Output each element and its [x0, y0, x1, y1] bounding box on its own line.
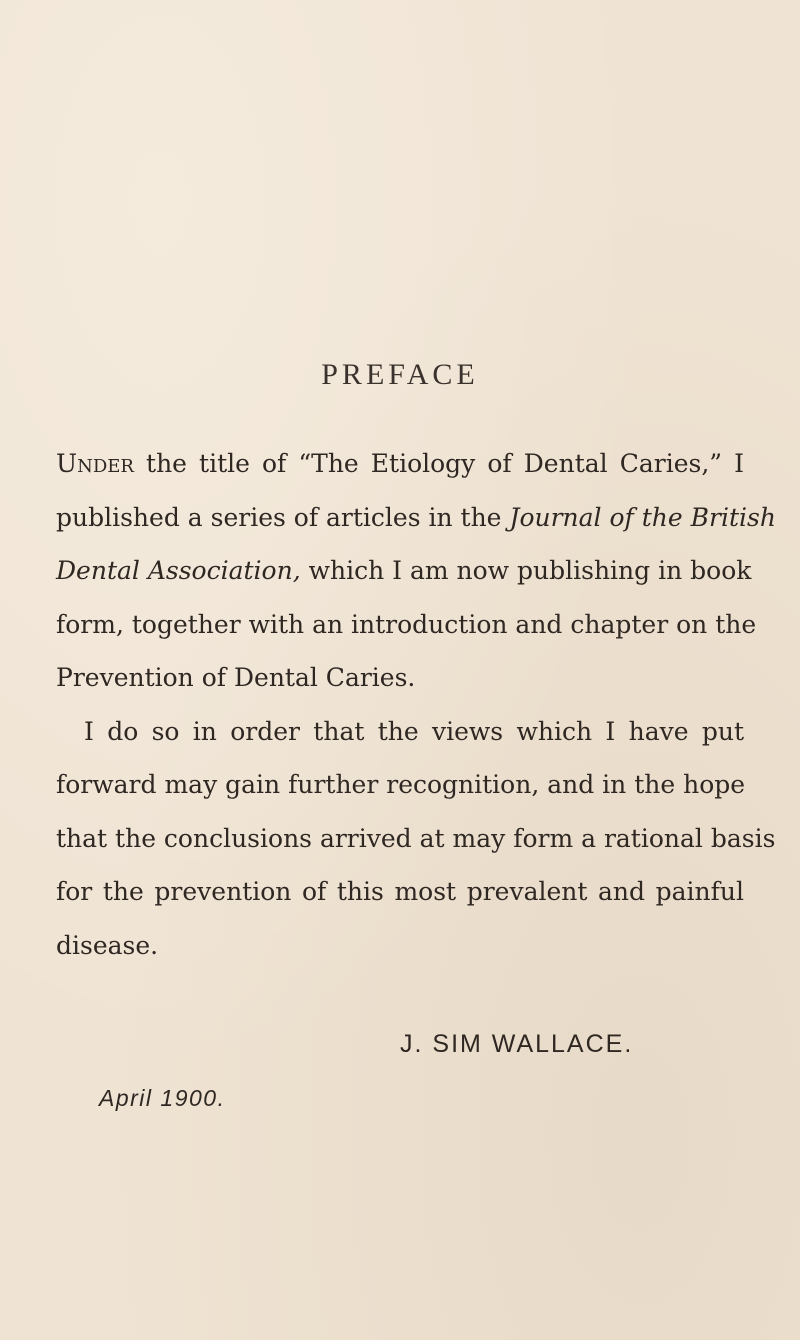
journal-title-part-2: Dental Association,	[56, 556, 301, 585]
paragraph-1-line-1	[56, 437, 744, 491]
drop-word: Under	[56, 449, 134, 478]
paragraph-1	[56, 437, 776, 705]
paragraph-2-line-3: that the conclusions arrived at may form a rational basis	[56, 823, 776, 853]
paragraph-2-line-1: I do so in order that the views which I have put	[84, 716, 744, 746]
author-signature: J. SIM WALLACE.	[400, 1030, 634, 1058]
paragraph-1-line-3	[56, 544, 752, 598]
paragraph-2-line-2: forward may gain further recognition, and in the hope	[56, 770, 746, 799]
page-title: PREFACE	[321, 358, 479, 391]
paragraph-1-line-5: Prevention of Dental Caries.	[56, 663, 416, 692]
date-line: April 1900.	[99, 1085, 226, 1111]
paragraph-2-line-5: disease.	[56, 930, 159, 960]
paragraph-1-line-4: form, together with an introduction and chapter on the	[56, 609, 757, 639]
paragraph-2-line-4: for the prevention of this most prevalent and painful	[56, 877, 744, 906]
line-text: published a series of articles in the	[56, 502, 510, 532]
journal-title-part-1: Journal of the British	[509, 502, 776, 532]
line-text: the title of “The Etiology of Dental Caries,” I	[133, 449, 744, 478]
line-text: which I am now publishing in book	[300, 556, 752, 585]
paragraph-2	[56, 705, 776, 973]
preface-body	[56, 437, 776, 972]
paragraph-1-line-2	[56, 491, 776, 545]
